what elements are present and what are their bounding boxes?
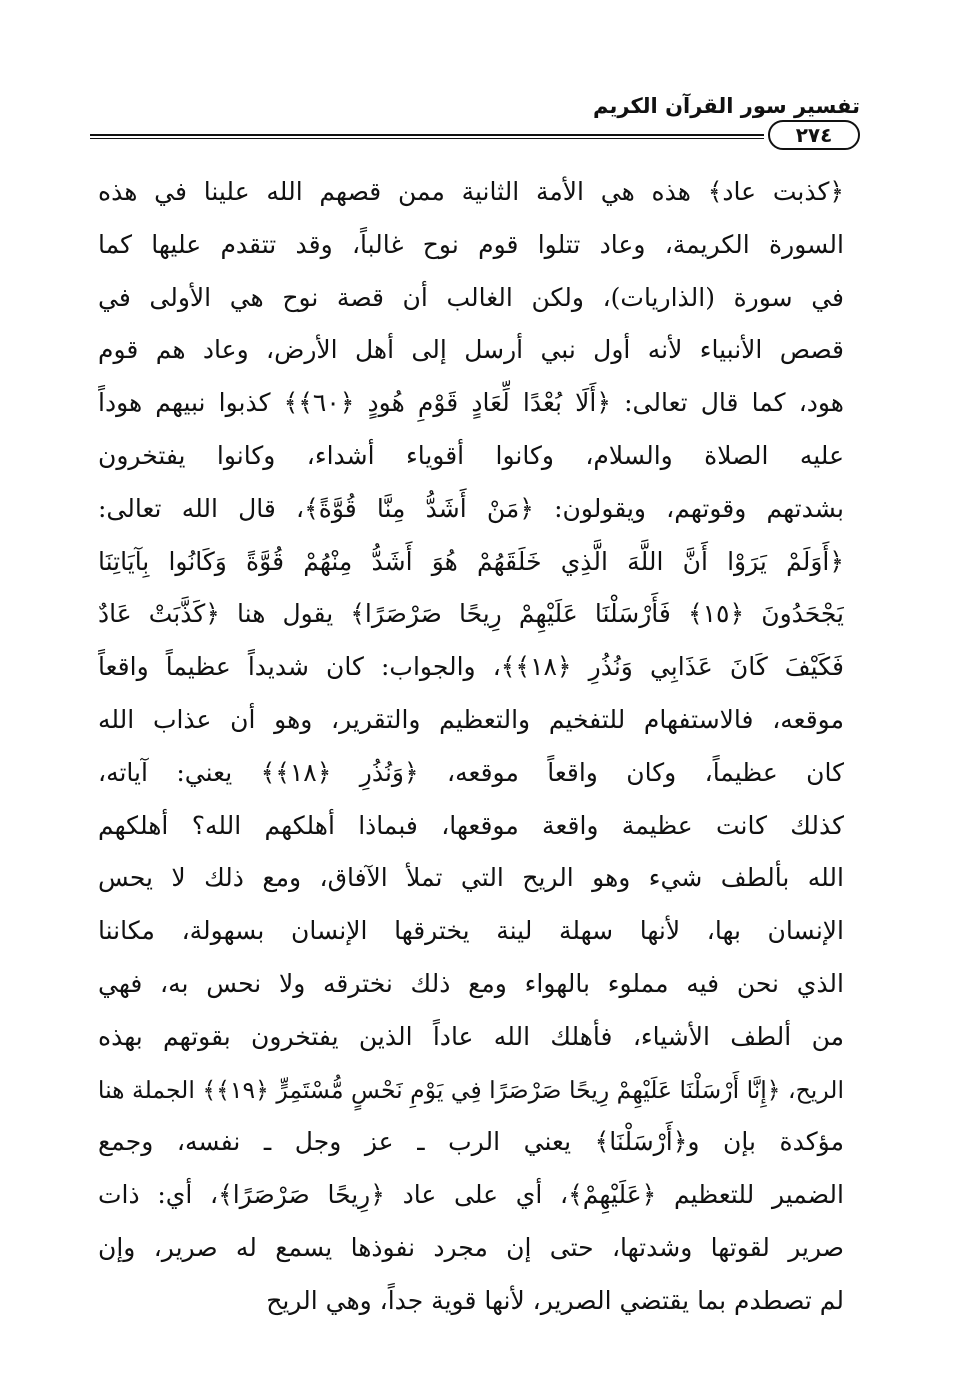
page-number-badge: ٢٧٤ bbox=[768, 120, 860, 150]
text-line: صرير لقوتها وشدتها، حتى إن مجرد نفوذها يسمع له صرير، وإن bbox=[98, 1232, 844, 1262]
page-header bbox=[90, 92, 860, 152]
text-line: السورة الكريمة، وعاد تتلوا قوم نوح غالباً، وقد تتقدم عليها كما bbox=[98, 229, 844, 259]
text-line: الريح، ﴿إِنَّا أَرْسَلْنَا عَلَيْهِمْ رِيحًا صَرْصَرًا فِي يَوْمِ نَحْسٍ مُّسْتَمِرٍّ ﴿١٩﴾﴾ الجملة هنا bbox=[98, 1075, 844, 1104]
text-line: بشدتهم وقوتهم، ويقولون: ﴿مَنْ أَشَدُّ مِنَّا قُوَّةً﴾، قال الله تعالى: bbox=[98, 493, 844, 523]
text-line: الذي نحن فيه مملوء بالهواء ومع ذلك نخترقه ولا نحس به، فهي bbox=[98, 968, 844, 998]
text-line: هود، كما قال تعالى: ﴿أَلَا بُعْدًا لِّعَادٍ قَوْمِ هُودٍ ﴿٦٠﴾﴾ كذبوا نبيهم هوداً bbox=[98, 388, 844, 418]
text-line: كذلك كانت عظيمة واقعة موقعها، فبماذا أهلكهم الله؟ أهلكهم bbox=[98, 810, 844, 840]
text-line: قصص الأنبياء لأنه أول نبي أرسل إلى أهل الأرض، وعاد هم قوم bbox=[98, 335, 844, 365]
header-rule bbox=[90, 134, 764, 139]
running-title: تفسير سور القرآن الكريم bbox=[593, 94, 860, 118]
body-text bbox=[98, 166, 844, 1328]
text-line: الإنسان بها، لأنها سهلة لينة يخترقها الإنسان بسهولة، مكاننا bbox=[98, 916, 844, 946]
text-line: يَجْحَدُونَ ﴿١٥﴾ فَأَرْسَلْنَا عَلَيْهِمْ رِيحًا صَرْصَرًا﴾ يقول هنا ﴿كَذَّبَتْ عَادٌ bbox=[98, 599, 844, 629]
text-line: ﴿كذبت عاد﴾ هذه هي الأمة الثانية ممن قصهم الله علينا في هذه bbox=[98, 177, 844, 206]
text-line: الله بألطف شيء وهو الريح التي تملأ الآفاق، ومع ذلك لا يحس bbox=[98, 863, 844, 893]
text-line: لم تصطدم بما يقتضي الصرير، لأنها قوية جداً، وهي الريح bbox=[266, 1285, 844, 1315]
text-line: في سورة (الذاريات)، ولكن الغالب أن قصة نوح هي الأولى في bbox=[98, 282, 844, 312]
text-line: فَكَيْفَ كَانَ عَذَابِي وَنُذُرِ ﴿١٨﴾﴾، والجواب: كان شديداً عظيماً واقعاً bbox=[98, 652, 844, 682]
text-line: مؤكدة بإن و﴿أَرْسَلْنَا﴾ يعني الرب ـ عز وجل ـ نفسه، وجمع bbox=[98, 1127, 844, 1157]
text-line: موقعه، فالاستفهام للتفخيم والتعظيم والتقرير، وهو أن عذاب الله bbox=[98, 704, 844, 734]
text-line: كان عظيماً، وكان واقعاً موقعه، ﴿وَنُذُرِ ﴿١٨﴾﴾ يعني: آياته، bbox=[98, 757, 844, 787]
text-line: الضمير للتعظيم ﴿عَلَيْهِمْ﴾، أي على عاد ﴿رِيحًا صَرْصَرًا﴾، أي: ذات bbox=[98, 1180, 844, 1210]
text-line: ﴿أَوَلَمْ يَرَوْا أَنَّ اللَّهَ الَّذِي خَلَقَهُمْ هُوَ أَشَدُّ مِنْهُمْ قُوَّةً وَكَانُوا بِآيَاتِنَا bbox=[98, 546, 844, 576]
text-line: من ألطف الأشياء، فأهلك الله عاداً الذين يفتخرون بقوتهم بهذه bbox=[98, 1021, 844, 1051]
text-line: عليه الصلاة والسلام، وكانوا أقوياء أشداء، وكانوا يفتخرون bbox=[98, 440, 844, 470]
